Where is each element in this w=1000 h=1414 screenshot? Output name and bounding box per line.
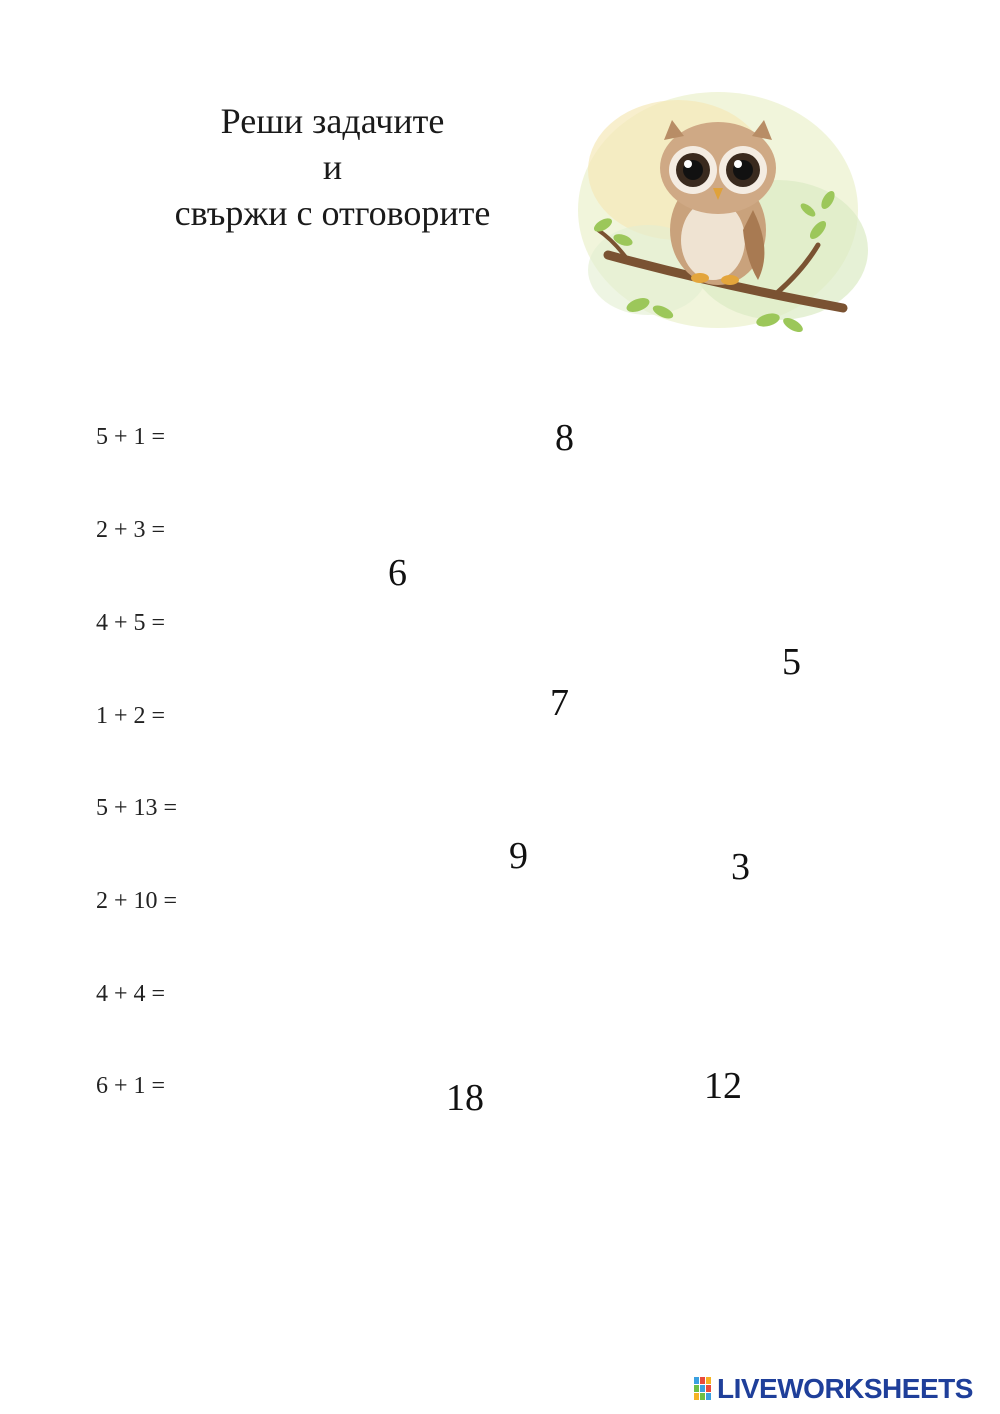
problem-1: 5 + 1 = [96,424,166,450]
problem-8: 6 + 1 = [96,1073,166,1099]
owl-illustration [568,80,868,348]
answer-option[interactable]: 6 [388,552,407,594]
problem-6: 2 + 10 = [96,888,178,914]
answer-option[interactable]: 5 [782,641,801,683]
worksheet-title [130,98,535,236]
problem-2: 2 + 3 = [96,517,166,543]
title-line-1: Реши задачите [220,101,445,141]
answer-option[interactable]: 18 [446,1077,484,1119]
liveworksheets-logo-icon [693,1376,713,1402]
answer-option[interactable]: 7 [550,682,569,724]
answer-option[interactable]: 9 [509,835,528,877]
problem-3: 4 + 5 = [96,610,166,636]
title-line-3: свържи с отговорите [174,193,491,233]
liveworksheets-wordmark: LIVEWORKSHEETS [717,1373,973,1404]
title-line-2: и [322,147,343,187]
answer-option[interactable]: 12 [704,1065,742,1107]
problem-5: 5 + 13 = [96,795,178,821]
answer-option[interactable]: 3 [731,846,750,888]
problem-7: 4 + 4 = [96,981,166,1007]
answer-option[interactable]: 8 [555,417,574,459]
problem-4: 1 + 2 = [96,703,166,729]
liveworksheets-brand [693,1374,973,1404]
